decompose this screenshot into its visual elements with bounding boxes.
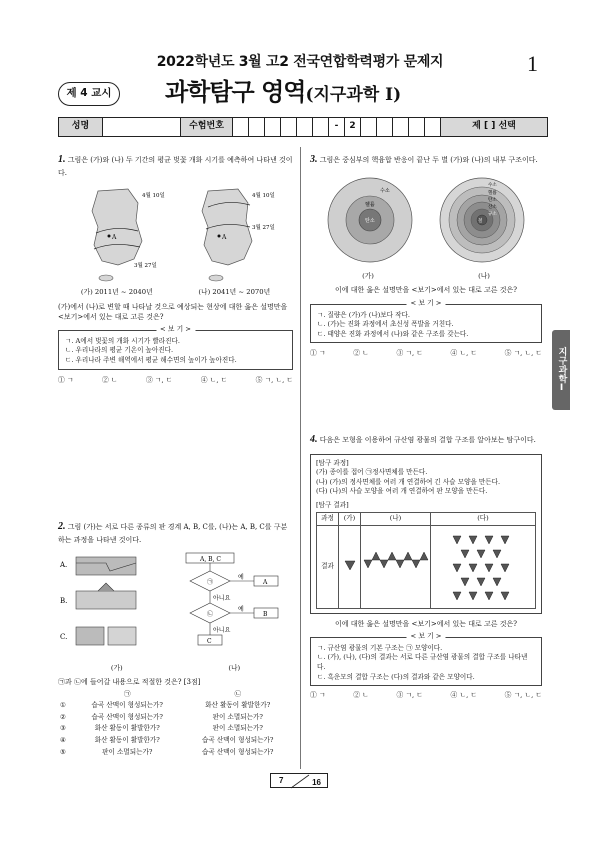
svg-text:A, B, C: A, B, C: [200, 555, 221, 563]
question-stem: 다음은 모형을 이용하여 규산염 광물의 결합 구조를 알아보는 탐구이다.: [319, 436, 536, 444]
svg-text:헬륨: 헬륨: [488, 190, 497, 196]
plate-boundary-figure: [58, 551, 293, 661]
star-b: [440, 178, 524, 262]
star-a: [328, 178, 412, 262]
choice-1[interactable]: ① ㄱ: [310, 691, 326, 700]
bogi-item: ㄱ. 질량은 (가)가 (나)보다 작다.: [317, 310, 410, 319]
subject-choice-label: 제 [ ] 선택: [441, 118, 547, 136]
bogi-box: [58, 324, 293, 370]
map-b-label: 3월 27일: [252, 224, 275, 231]
bogi-item: ㄷ. 태양은 진화 과정에서 (나)와 같은 구조를 갖는다.: [317, 329, 469, 338]
inquiry-box: [310, 454, 542, 614]
name-field[interactable]: [103, 118, 181, 136]
single-chain-icon: [362, 550, 430, 580]
choice-5[interactable]: ⑤ ㄱ, ㄴ, ㄷ: [504, 691, 542, 700]
process-step: (가) 종이를 접어 ㉠정사면체를 만든다.: [316, 468, 428, 477]
choice-3[interactable]: ③ ㄱ, ㄷ: [145, 375, 173, 384]
exam-number-digit[interactable]: [249, 118, 265, 136]
answer-row[interactable]: ② 습곡 산맥이 형성되는가? 판이 소멸되는가?: [60, 712, 263, 721]
bogi-item: ㄷ. 흑운모의 결합 구조는 (다)의 결과와 같은 모양이다.: [317, 672, 475, 681]
area-title-sub: (지구과학 Ⅰ): [305, 85, 402, 105]
exam-number-digit[interactable]: [425, 118, 441, 136]
figure-caption: (나): [478, 271, 490, 280]
svg-text:산소: 산소: [488, 204, 497, 210]
process-step: (다) (나)의 사슬 모양을 여러 개 연결하여 판 모양을 만든다.: [316, 487, 488, 496]
choice-2[interactable]: ② ㄴ: [353, 349, 369, 358]
flowchart: [186, 553, 278, 645]
plate-diagrams: [59, 557, 136, 645]
process-title: [탐구 과정]: [316, 458, 349, 467]
choice-2[interactable]: ② ㄴ: [101, 375, 118, 384]
bogi-item: ㄴ. 우리나라의 평균 기온이 높아진다.: [65, 346, 174, 355]
bogi-item: ㄱ. 규산염 광물의 기본 구조는 ㉠ 모양이다.: [317, 643, 443, 652]
figure-caption: (나) 2041년 ~ 2070년: [198, 287, 271, 296]
svg-text:A.: A.: [60, 560, 68, 569]
exam-number-digit[interactable]: [393, 118, 409, 136]
page-current: 7: [279, 776, 284, 785]
exam-number-digit[interactable]: [265, 118, 281, 136]
area-title: [165, 75, 401, 110]
result-table: 과정 (가) (나) (다) 결과: [316, 512, 536, 609]
svg-text:아니요: 아니요: [213, 626, 231, 634]
choice-3[interactable]: ③ ㄱ, ㄷ: [396, 349, 423, 358]
question-2: [58, 520, 293, 758]
question-4: [310, 433, 542, 701]
svg-text:헬륨: 헬륨: [365, 201, 375, 208]
bogi-item: ㄷ. 우리나라 주변 해역에서 평균 해수면의 높이가 높아진다.: [65, 356, 237, 364]
question-stem: 그림은 중심부의 핵융합 반응이 끝난 두 별 (가)와 (나)의 내부 구조이다.: [319, 156, 538, 164]
svg-text:예: 예: [238, 573, 244, 581]
svg-text:예: 예: [238, 605, 244, 613]
exam-title: 2022학년도 3월 고2 전국연합학력평가 문제지: [156, 54, 444, 70]
exam-number-label: 수험번호: [181, 118, 233, 136]
map-a-label: 4월 10일: [142, 192, 165, 199]
choice-1[interactable]: ① ㄱ: [58, 375, 74, 384]
question-stem: 그림은 (가)와 (나) 두 기간의 평균 벚꽃 개화 시기를 예측하여 나타낸 것이다.: [58, 156, 293, 177]
question-prompt: 이에 대한 옳은 설명만을 <보기>에서 있는 대로 고른 것은?: [334, 619, 518, 628]
svg-text:수소: 수소: [380, 187, 390, 194]
bogi-item: ㄴ. (가), (나), (다)의 결과는 서로 다른 규산염 광물의 결합 구조를 나타낸다.: [317, 653, 528, 672]
svg-text:탄소: 탄소: [488, 197, 497, 203]
svg-text:㉡: ㉡: [207, 610, 214, 618]
choice-4[interactable]: ④ ㄴ, ㄷ: [450, 691, 477, 700]
question-number: 3.: [310, 154, 318, 165]
svg-text:탄소: 탄소: [365, 217, 375, 224]
svg-text:C: C: [207, 637, 212, 645]
bogi-label: < 보 기 >: [406, 632, 445, 642]
sheet-structure-icon: [443, 526, 523, 604]
bogi-box: [310, 298, 542, 344]
bogi-label: < 보 기 >: [406, 299, 445, 309]
choice-5[interactable]: ⑤ ㄱ, ㄴ, ㄷ: [504, 349, 542, 358]
page-counter: [270, 773, 328, 788]
cherry-blossom-maps: [58, 181, 293, 286]
bogi-box: [310, 631, 542, 686]
bogi-item: ㄴ. (가)는 진화 과정에서 초신성 폭발을 거친다.: [317, 320, 454, 329]
page-total: 16: [312, 778, 321, 787]
map-a: [92, 189, 165, 281]
question-prompt: ㉠과 ㉡에 들어갈 내용으로 적절한 것은? [3점]: [58, 677, 201, 686]
choice-3[interactable]: ③ ㄱ, ㄷ: [396, 691, 423, 700]
process-step: (나) (가)의 정사면체를 여러 개 연결하여 긴 사슬 모양을 만든다.: [316, 477, 501, 486]
choice-4[interactable]: ④ ㄴ, ㄷ: [200, 375, 228, 384]
figure-caption: (가): [362, 271, 374, 280]
svg-text:수소: 수소: [488, 182, 497, 188]
tetrahedron-icon: [343, 559, 357, 571]
choice-4[interactable]: ④ ㄴ, ㄷ: [450, 349, 477, 358]
figure-caption: (가): [110, 663, 123, 672]
question-prompt: (가)에서 (나)로 변할 때 나타날 것으로 예상되는 현상에 대한 옳은 설명만을 <보기>에서 있는 대로 고른 것은?: [58, 302, 288, 321]
map-b-label: A: [222, 233, 227, 241]
question-number: 4.: [310, 434, 318, 445]
exam-number-digit[interactable]: [297, 118, 313, 136]
svg-text:C.: C.: [60, 632, 68, 641]
choice-1[interactable]: ① ㄱ: [310, 349, 326, 358]
exam-number-digit[interactable]: [377, 118, 393, 136]
star-structure-figure: [310, 174, 542, 269]
answer-table: ㉠ ㉡ ① 습곡 산맥이 형성되는가? 화산 활동이 활발한가? ② 습곡 산맥이 형성되는가? 판이 소멸되는가? ③ 화산 활동이 활발한가? 판이 소멸되는가? ④ 화산 활동이 활발한가? 습곡 산맥이 형성되는가? ⑤ 판이 소멸되는가? 습곡 산맥이 형성되는가?: [58, 689, 293, 758]
column-divider: [300, 147, 301, 769]
period-badge: 제 4 교시: [58, 82, 120, 106]
student-info-bar: [58, 117, 548, 137]
answer-choices: [310, 349, 542, 359]
exam-number-digit[interactable]: [361, 118, 377, 136]
answer-row[interactable]: ③ 화산 활동이 활발한가? 판이 소멸되는가?: [60, 724, 263, 733]
bogi-label: < 보 기 >: [156, 325, 195, 335]
svg-text:철: 철: [478, 218, 483, 224]
name-label: 성명: [59, 118, 103, 136]
exam-number-digit[interactable]: [313, 118, 329, 136]
svg-text:B.: B.: [60, 596, 68, 605]
answer-row[interactable]: ① 습곡 산맥이 형성되는가? 화산 활동이 활발한가?: [60, 701, 271, 710]
exam-number-digit[interactable]: [233, 118, 249, 136]
answer-row[interactable]: ④ 화산 활동이 활발한가? 습곡 산맥이 형성되는가?: [60, 735, 274, 744]
svg-text:아니요: 아니요: [213, 594, 231, 602]
exam-number-digit[interactable]: [409, 118, 425, 136]
area-title-main: 과학탐구 영역: [165, 78, 306, 106]
svg-text:A: A: [263, 578, 268, 586]
question-prompt: 이에 대한 옳은 설명만을 <보기>에서 있는 대로 고른 것은?: [334, 286, 518, 295]
answer-choices: [310, 691, 542, 701]
exam-number-digit[interactable]: [281, 118, 297, 136]
question-stem: 그림 (가)는 서로 다른 종류의 판 경계 A, B, C를, (나)는 A, B, C를 구분하는 과정을 나타낸 것이다.: [58, 523, 288, 544]
figure-caption: (나): [228, 663, 241, 672]
question-3: [310, 153, 542, 359]
choice-5[interactable]: ⑤ ㄱ, ㄴ, ㄷ: [255, 375, 293, 384]
svg-text:㉠: ㉠: [207, 578, 214, 586]
question-number: 1.: [58, 154, 66, 165]
answer-choices: [58, 376, 293, 386]
result-title: [탐구 결과]: [316, 500, 349, 509]
question-number: 2.: [58, 521, 66, 532]
map-a-label: 3월 27일: [134, 262, 157, 269]
question-1: [58, 153, 293, 385]
figure-caption: (가) 2011년 ~ 2040년: [80, 287, 153, 296]
choice-2[interactable]: ② ㄴ: [353, 691, 369, 700]
answer-row[interactable]: ⑤ 판이 소멸되는가? 습곡 산맥이 형성되는가?: [60, 747, 274, 756]
page-number: 1: [527, 51, 538, 76]
bogi-item: ㄱ. A에서 벚꽃의 개화 시기가 빨라진다.: [65, 336, 180, 345]
exam-number-digit-fixed: 2: [345, 118, 361, 136]
subject-side-tab: 지구과학Ⅰ: [552, 330, 570, 410]
map-b-label: 4월 10일: [252, 192, 275, 199]
exam-number-dash: -: [329, 118, 345, 136]
map-a-label: A: [112, 233, 117, 241]
svg-text:B: B: [263, 610, 268, 618]
map-b: [202, 189, 275, 281]
svg-text:규소: 규소: [488, 211, 497, 217]
